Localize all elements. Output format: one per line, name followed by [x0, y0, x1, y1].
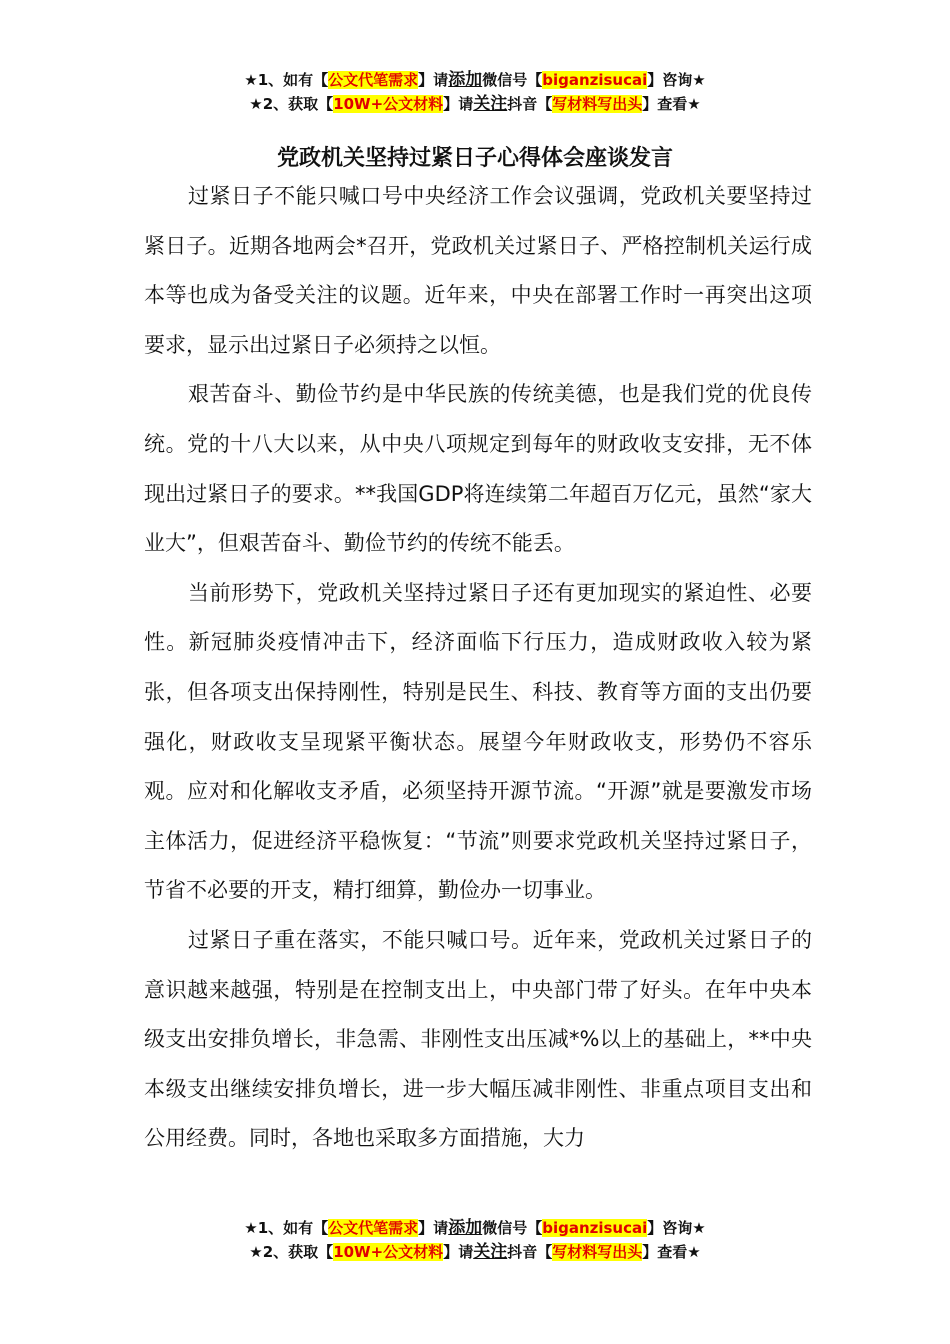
- footer-highlight-materials: 10W+公文材料: [333, 1243, 444, 1261]
- emphasis-add: 添加: [448, 70, 483, 90]
- footer-highlight-wechat-id: biganzisucai: [542, 1219, 648, 1237]
- footer-banner-line-2: ★2、获取【10W+公文材料】请关注抖音【写材料写出头】查看★: [249, 1242, 701, 1262]
- document-title: 党政机关坚持过紧日子心得体会座谈发言: [276, 145, 673, 171]
- footer-banner-line-1: ★1、如有【公文代笔需求】请添加微信号【biganzisucai】咨询★: [244, 1218, 706, 1238]
- footer-highlight-service: 公文代笔需求: [328, 1219, 419, 1237]
- highlight-service: 公文代笔需求: [328, 71, 419, 89]
- footer-emphasis-add: 添加: [448, 1218, 483, 1238]
- document-body: [144, 172, 812, 1164]
- footer-banner: [0, 1216, 950, 1264]
- footer-emphasis-follow: 关注: [473, 1242, 508, 1262]
- emphasis-follow: 关注: [473, 94, 508, 114]
- banner-line-2: ★2、获取【10W+公文材料】请关注抖音【写材料写出头】查看★: [249, 94, 701, 114]
- paragraph-3: 当前形势下，党政机关坚持过紧日子还有更加现实的紧迫性、必要性。新冠肺炎疫情冲击下，经济面临下行压力，造成财政收入较为紧张，但各项支出保持刚性，特别是民生、科技、教育等方面的支出仍要强化，财政收支呈现紧平衡状态。展望今年财政收支，形势仍不容乐观。应对和化解收支矛盾，必须坚持开源节流。“开源”就是要激发市场主体活力，促进经济平稳恢复：“节流”则要求党政机关坚持过紧日子，节省不必要的开支，精打细算，勤俭办一切事业。: [144, 580, 812, 903]
- paragraph-2: 艰苦奋斗、勤俭节约是中华民族的传统美德，也是我们党的优良传统。党的十八大以来，从中央八项规定到每年的财政收支安排，无不体现出过紧日子的要求。**我国GDP将连续第二年超百万亿元，虽然“家大业大”，但艰苦奋斗、勤俭节约的传统不能丢。: [144, 382, 812, 556]
- footer-highlight-douyin-account: 写材料写出头: [552, 1243, 643, 1261]
- highlight-materials: 10W+公文材料: [333, 95, 444, 113]
- paragraph-1: 过紧日子不能只喊口号中央经济工作会议强调，党政机关要坚持过紧日子。近期各地两会*召开，党政机关过紧日子、严格控制机关运行成本等也成为备受关注的议题。近年来，中央在部署工作时一再突出这项要求，显示出过紧日子必须持之以恒。: [144, 184, 812, 357]
- header-banner: [0, 68, 950, 116]
- highlight-douyin-account: 写材料写出头: [552, 95, 643, 113]
- banner-line-1: ★1、如有【公文代笔需求】请添加微信号【biganzisucai】咨询★: [244, 70, 706, 90]
- highlight-wechat-id: biganzisucai: [542, 71, 648, 89]
- paragraph-4: 过紧日子重在落实，不能只喊口号。近年来，党政机关过紧日子的意识越来越强，特别是在控制支出上，中央部门带了好头。在年中央本级支出安排负增长，非急需、非刚性支出压减*%以上的基础上，**中央本级支出继续安排负增长，进一步大幅压减非刚性、非重点项目支出和公用经费。同时，各地也采取多方面措施，大力: [144, 927, 812, 1151]
